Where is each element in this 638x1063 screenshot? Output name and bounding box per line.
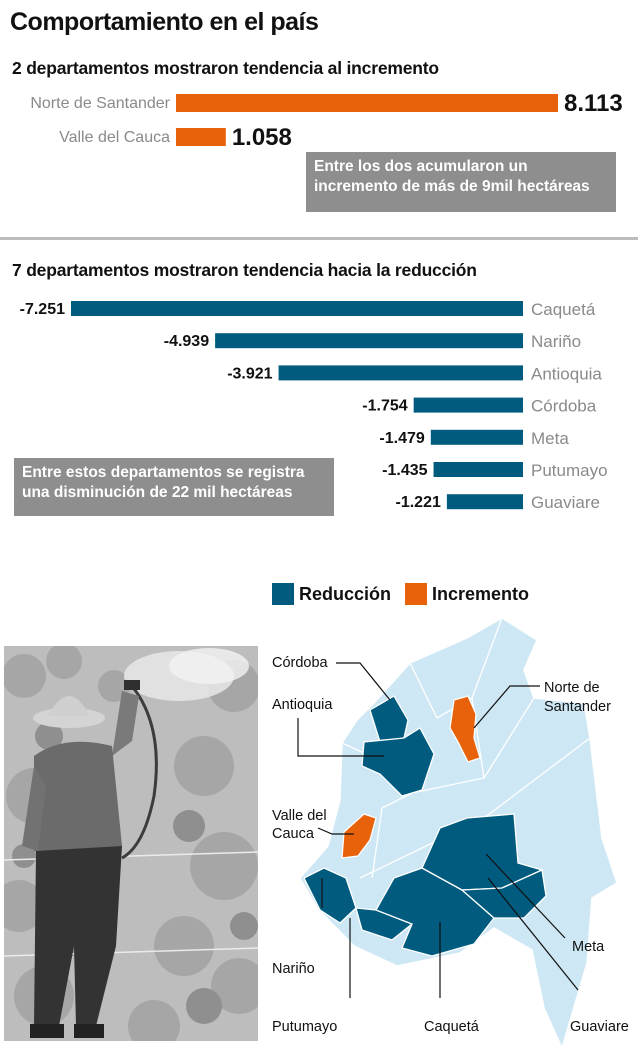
value-label-putumayo: -1.435 bbox=[382, 462, 428, 479]
legend-increase-label: Incremento bbox=[432, 584, 530, 604]
category-label-guaviare: Guaviare bbox=[531, 493, 600, 513]
value-label-cordoba: -1.754 bbox=[362, 397, 408, 415]
map-label-putumayo: Putumayo bbox=[272, 1019, 338, 1035]
map-label-norte-line1: Norte de bbox=[544, 680, 600, 696]
bar-antioquia bbox=[279, 365, 523, 380]
colombia-map bbox=[262, 578, 638, 1063]
legend-reduction-label: Reducción bbox=[299, 584, 392, 604]
value-label-caqueta: -7.251 bbox=[19, 301, 65, 318]
category-label-narino: Nariño bbox=[531, 332, 582, 352]
bar-narino bbox=[215, 333, 523, 348]
reduction-annotation: Entre estos departamentos se registra una disminución de 22 mil hectáreas bbox=[14, 458, 334, 516]
value-label-meta: -1.479 bbox=[379, 429, 425, 447]
increase-annotation: Entre los dos acumularon un incremento de más de 9mil hectáreas bbox=[306, 152, 616, 212]
value-label-guaviare: -1.221 bbox=[395, 494, 441, 512]
map-label-narino: Nariño bbox=[272, 961, 315, 977]
map-label-valle-line1: Valle del bbox=[272, 808, 327, 824]
farmer-spraying-photo bbox=[4, 646, 258, 1041]
value-label-antioquia: -3.921 bbox=[227, 365, 273, 383]
bar-valle-del-cauca bbox=[176, 128, 226, 146]
legend-increase-swatch bbox=[405, 583, 427, 605]
increase-bar-chart bbox=[0, 82, 638, 152]
map-label-cordoba: Córdoba bbox=[272, 655, 328, 671]
bar-meta bbox=[431, 430, 523, 445]
value-label-valle-del-cauca: 1.058 bbox=[231, 124, 292, 151]
category-label-meta: Meta bbox=[531, 428, 569, 448]
bar-norte-de-santander bbox=[176, 94, 558, 112]
map-label-antioquia: Antioquia bbox=[272, 697, 333, 713]
category-label-antioquia: Antioquia bbox=[531, 364, 602, 384]
category-label-valle-del-cauca: Valle del Cauca bbox=[59, 129, 170, 146]
map-label-valle-line2: Cauca bbox=[272, 826, 314, 842]
bar-cordoba bbox=[414, 398, 523, 413]
legend-reduction-swatch bbox=[272, 583, 294, 605]
map-label-guaviare: Guaviare bbox=[570, 1019, 629, 1035]
reduction-subtitle: 7 departamentos mostraron tendencia hacia la reducción bbox=[12, 260, 477, 280]
map-label-norte-line2: Santander bbox=[544, 699, 611, 715]
category-label-norte-de-santander: Norte de Santander bbox=[30, 95, 170, 112]
bar-putumayo bbox=[434, 462, 523, 477]
category-label-caqueta: Caquetá bbox=[531, 300, 596, 319]
category-label-putumayo: Putumayo bbox=[531, 461, 608, 480]
bar-guaviare bbox=[447, 494, 523, 509]
map-label-caqueta: Caquetá bbox=[424, 1019, 479, 1035]
value-label-narino: -4.939 bbox=[163, 333, 210, 351]
map-label-meta: Meta bbox=[572, 939, 605, 955]
category-label-cordoba: Córdoba bbox=[531, 396, 597, 416]
section-divider bbox=[0, 237, 638, 240]
bar-caqueta bbox=[71, 301, 523, 316]
increase-subtitle: 2 departamentos mostraron tendencia al incremento bbox=[12, 58, 439, 78]
value-label-norte-de-santander: 8.113 bbox=[564, 90, 623, 117]
page-title: Comportamiento en el país bbox=[10, 8, 319, 36]
